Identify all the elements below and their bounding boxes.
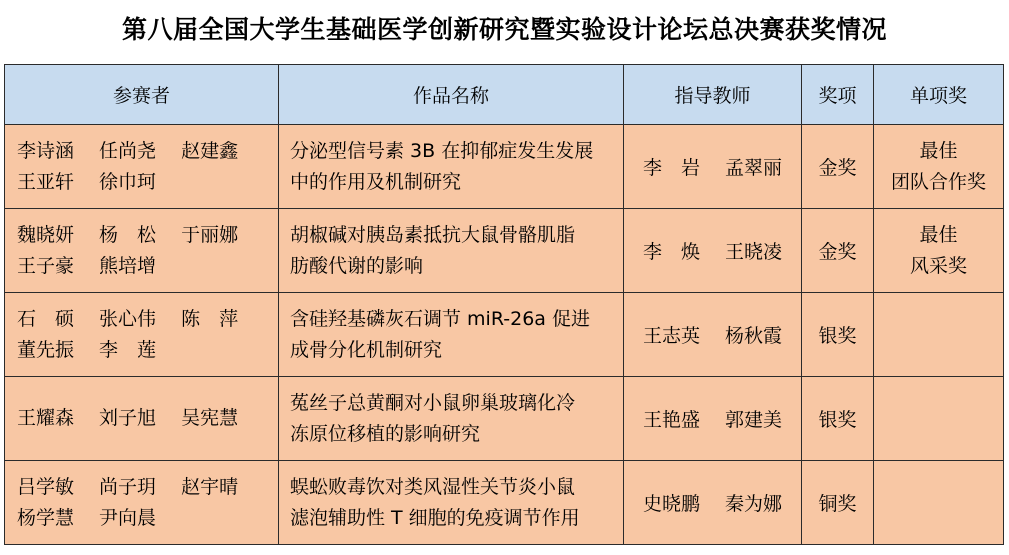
work-title-line: 冻原位移植的影响研究 xyxy=(290,422,481,445)
work-title-line: 成骨分化机制研究 xyxy=(290,338,443,361)
participants-line: 石 硕 张心伟 陈 萍 xyxy=(17,307,239,330)
participants-line: 王亚轩 徐巾珂 xyxy=(17,170,157,193)
header-award: 奖项 xyxy=(802,65,874,125)
table-row xyxy=(5,125,1004,209)
advisors-cell xyxy=(624,293,802,377)
award-cell: 银奖 xyxy=(802,377,874,461)
table-row xyxy=(5,377,1004,461)
work-title-cell xyxy=(279,125,624,209)
participants-line: 王耀森 刘子旭 吴宪慧 xyxy=(17,407,239,429)
award-cell: 铜奖 xyxy=(802,461,874,545)
table-row xyxy=(5,293,1004,377)
award-cell: 金奖 xyxy=(802,209,874,293)
special-award-line: 团队合作奖 xyxy=(890,170,986,193)
participants-line: 杨学慧 尹向晨 xyxy=(17,506,157,529)
work-title-line: 含硅羟基磷灰石调节 miR-26a 促进 xyxy=(290,307,590,330)
header-advisors: 指导教师 xyxy=(624,65,802,125)
table-row xyxy=(5,209,1004,293)
special-award-line: 最佳 xyxy=(919,139,958,162)
participants-cell xyxy=(5,461,279,545)
work-title-cell xyxy=(279,293,624,377)
participants-line: 李诗涵 任尚尧 赵建鑫 xyxy=(17,139,239,162)
award-cell: 银奖 xyxy=(802,293,874,377)
advisors-cell xyxy=(624,125,802,209)
special-award-line: 风采奖 xyxy=(909,254,967,277)
advisors-cell xyxy=(624,461,802,545)
header-work-title: 作品名称 xyxy=(279,65,624,125)
participants-line: 王子豪 熊培增 xyxy=(17,254,157,277)
special-award-cell xyxy=(874,209,1004,293)
work-title-line: 菟丝子总黄酮对小鼠卵巢玻璃化冷 xyxy=(290,391,576,414)
table-row xyxy=(5,461,1004,545)
participants-line: 董先振 李 莲 xyxy=(17,338,157,361)
special-award-cell xyxy=(874,461,1004,545)
advisors-text: 李 岩 孟翠丽 xyxy=(642,157,783,179)
work-title-cell xyxy=(279,377,624,461)
special-award-cell xyxy=(874,125,1004,209)
work-title-line: 分泌型信号素 3B 在抑郁症发生发展 xyxy=(290,139,594,162)
advisors-cell xyxy=(624,209,802,293)
page-title: 第八届全国大学生基础医学创新研究暨实验设计论坛总决赛获奖情况 xyxy=(121,15,887,44)
participants-cell xyxy=(5,377,279,461)
participants-cell xyxy=(5,125,279,209)
advisors-text: 史晓鹏 秦为娜 xyxy=(642,493,783,515)
work-title-line: 胡椒碱对胰岛素抵抗大鼠骨骼肌脂 xyxy=(290,223,576,246)
special-award-cell xyxy=(874,293,1004,377)
advisors-text: 王志英 杨秋霞 xyxy=(642,325,783,347)
participants-line: 魏晓妍 杨 松 于丽娜 xyxy=(17,223,239,246)
advisors-text: 李 焕 王晓凌 xyxy=(642,241,783,263)
award-cell: 金奖 xyxy=(802,125,874,209)
awards-table xyxy=(4,64,1004,545)
table-header-row xyxy=(5,65,1004,125)
header-special-award: 单项奖 xyxy=(874,65,1004,125)
work-title-line: 肪酸代谢的影响 xyxy=(290,254,424,277)
advisors-cell xyxy=(624,377,802,461)
work-title-line: 中的作用及机制研究 xyxy=(290,170,462,193)
work-title-cell xyxy=(279,209,624,293)
work-title-line: 滤泡辅助性 T 细胞的免疫调节作用 xyxy=(290,506,580,529)
special-award-line: 最佳 xyxy=(919,223,958,246)
work-title-cell xyxy=(279,461,624,545)
header-participants: 参赛者 xyxy=(5,65,279,125)
special-award-cell xyxy=(874,377,1004,461)
participants-cell xyxy=(5,293,279,377)
participants-cell xyxy=(5,209,279,293)
advisors-text: 王艳盛 郭建美 xyxy=(642,409,783,431)
work-title-line: 蜈蚣败毒饮对类风湿性关节炎小鼠 xyxy=(290,475,576,498)
participants-line: 吕学敏 尚子玥 赵宇晴 xyxy=(17,475,239,498)
